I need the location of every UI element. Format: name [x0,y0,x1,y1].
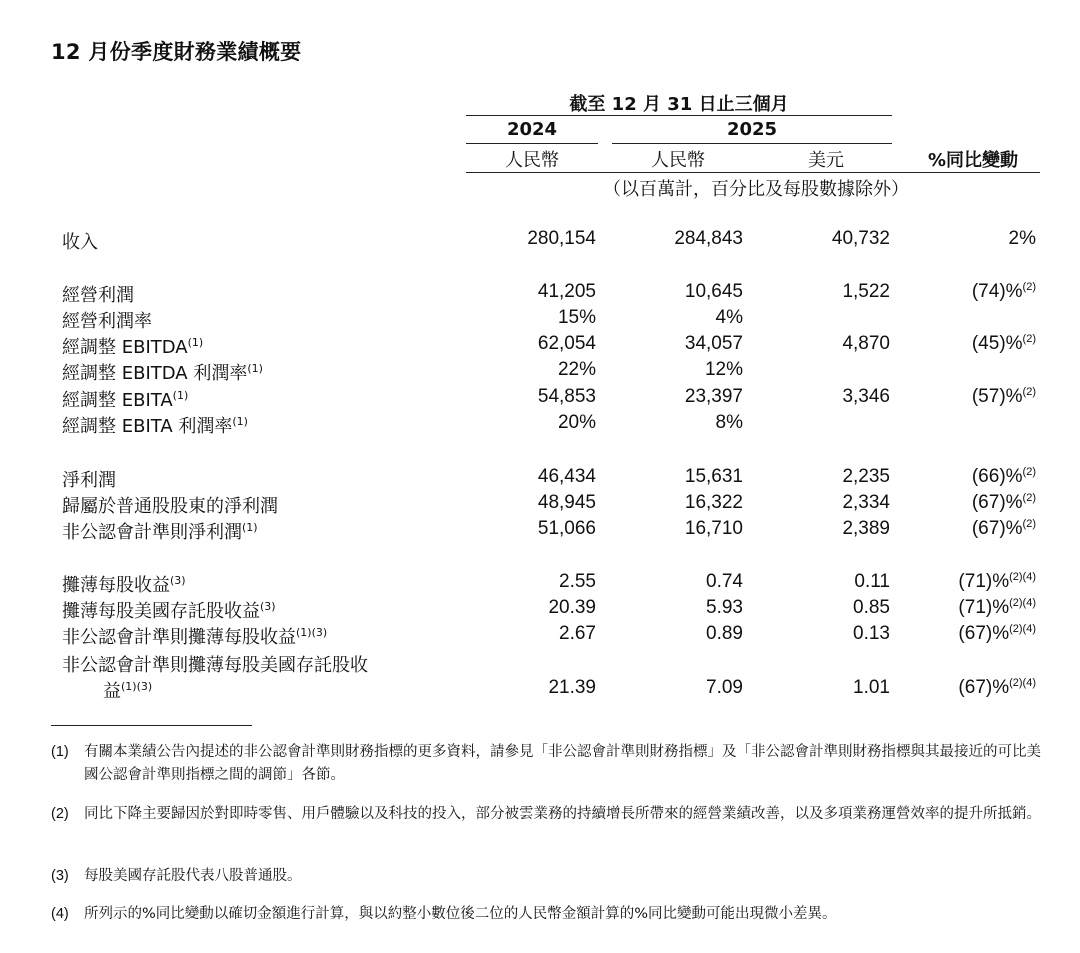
row-label [62,623,327,649]
value-2025-rmb: 16,322 [684,492,743,513]
year-2024-underline [466,143,598,144]
currency-usd-header: 美元 [808,150,844,171]
footnote-text: 所列示的%同比變動以確切金額進行計算，與以約整小數位後二位的人民幣金額計算的%同比變動可能出現微小差異。 [84,906,837,922]
footnote-text: 每股美國存託股代表八股普通股。 [84,868,302,884]
value-2025-usd: 4,870 [842,333,890,354]
table-row [0,597,1080,623]
table-row [0,518,1080,544]
value-2025-usd: 0.85 [853,597,890,618]
yoy-value: (67)% [958,677,1010,698]
row-label-text: 經調整 EBITA 利潤率 [62,416,233,437]
value-yoy-change [972,466,1036,488]
value-yoy-change [972,281,1036,303]
row-label-footnote-ref: (1)(3) [121,680,153,693]
row-label-text: 非公認會計準則攤薄每股收益 [62,627,296,648]
yoy-value: (67)% [958,623,1010,644]
year-2024-header: 2024 [506,119,558,140]
footnote-number: (2) [51,806,69,822]
table-row [0,571,1080,597]
row-label [62,359,263,385]
value-yoy-change [972,386,1036,408]
row-label [62,386,188,412]
value-2024-rmb: 51,066 [537,518,596,539]
row-label-footnote-ref: (3) [260,600,276,613]
row-label-text: 淨利潤 [62,470,116,491]
value-yoy-change [958,623,1036,645]
value-yoy-change [972,518,1036,540]
footnote [51,803,1041,826]
yoy-footnote-ref: (2) [1022,466,1036,478]
yoy-value: 2% [1008,228,1036,249]
row-label-text: 收入 [62,232,98,253]
value-2024-rmb: 48,945 [537,492,596,513]
value-2025-rmb: 284,843 [674,228,743,249]
period-header: 截至 12 月 31 日止三個月 [569,94,789,115]
value-yoy-change [958,677,1036,699]
row-label [62,518,258,544]
footnote-number: (3) [51,868,69,884]
row-label [103,677,152,703]
value-2024-rmb: 15% [557,307,596,328]
table-row [0,466,1080,492]
value-2024-rmb: 2.67 [559,623,596,644]
value-2024-rmb: 20% [557,412,596,433]
yoy-value: (71)% [958,571,1010,592]
table-row [0,333,1080,359]
table-row [0,228,1080,254]
yoy-footnote-ref: (2) [1022,518,1036,530]
value-2025-usd: 2,235 [842,466,890,487]
footnote [51,865,1041,888]
row-label-text: 益 [103,681,121,702]
table-row [0,307,1080,333]
value-2025-rmb: 4% [715,307,743,328]
row-label-footnote-ref: (1) [187,336,204,349]
yoy-value: (67)% [971,518,1023,539]
row-label [62,492,278,518]
period-underline [466,115,892,116]
value-2025-usd: 0.13 [853,623,890,644]
value-2025-usd: 1,522 [842,281,890,302]
value-2025-rmb: 7.09 [706,677,743,698]
footnote-number: (1) [51,744,69,760]
row-label-text: 經調整 EBITDA 利潤率 [62,363,248,384]
currency-rmb-2024-header: 人民幣 [505,150,559,171]
yoy-value: (66)% [971,466,1023,487]
row-label [62,228,98,254]
table-row [0,655,1080,703]
yoy-footnote-ref: (2) [1022,492,1036,504]
value-yoy-change [1009,228,1036,250]
row-label [62,571,186,597]
currency-underline [466,172,1040,173]
row-label-footnote-ref: (1)(3) [296,626,328,639]
row-label-line1: 非公認會計準則攤薄每股美國存託股收 [62,655,368,676]
value-2025-usd: 40,732 [831,228,890,249]
value-2025-rmb: 23,397 [684,386,743,407]
row-label [62,466,116,492]
value-2025-rmb: 0.74 [706,571,743,592]
row-label-footnote-ref: (1) [242,521,258,534]
value-2024-rmb: 46,434 [537,466,596,487]
row-label-text: 經營利潤 [62,285,134,306]
row-label-footnote-ref: (1) [172,389,189,402]
yoy-value: (67)% [971,492,1023,513]
table-row [0,412,1080,438]
row-label [62,281,134,307]
footnote-divider [51,725,252,726]
value-2025-rmb: 34,057 [684,333,743,354]
row-label-text: 經營利潤率 [62,311,152,332]
value-2025-usd: 2,334 [842,492,890,513]
footnote-text: 同比下降主要歸因於對即時零售、用戶體驗以及科技的投入，部分被雲業務的持續增長所帶來的經營業績改善，以及多項業務運營效率的提升所抵銷。 [84,806,1041,822]
value-2024-rmb: 20.39 [548,597,596,618]
value-2025-usd: 0.11 [854,571,890,592]
yoy-value: (74)% [971,281,1023,302]
yoy-footnote-ref: (2)(4) [1009,571,1036,583]
value-2024-rmb: 280,154 [527,228,596,249]
yoy-change-header: %同比變動 [927,150,1019,171]
value-yoy-change [958,571,1036,593]
table-row [0,492,1080,518]
value-2025-rmb: 5.93 [706,597,743,618]
yoy-value: (71)% [958,597,1010,618]
yoy-footnote-ref: (2)(4) [1009,623,1036,635]
row-label-text: 攤薄每股美國存託股收益 [62,601,260,622]
value-yoy-change [972,333,1036,355]
value-yoy-change [958,597,1036,619]
yoy-footnote-ref: (2) [1022,386,1036,398]
value-2025-usd: 3,346 [842,386,890,407]
table-row [0,623,1080,649]
footnote [51,903,1041,926]
year-2025-underline [612,143,892,144]
yoy-footnote-ref: (2)(4) [1009,677,1036,689]
value-2024-rmb: 62,054 [537,333,596,354]
value-2025-rmb: 12% [704,359,743,380]
row-label-footnote-ref: (1) [232,415,248,428]
value-2024-rmb: 41,205 [537,281,596,302]
value-2025-rmb: 8% [715,412,743,433]
footnote-number: (4) [51,906,69,922]
value-2025-rmb: 0.89 [706,623,743,644]
row-label-text: 攤薄每股收益 [62,575,170,596]
table-row [0,386,1080,412]
value-2024-rmb: 54,853 [537,386,596,407]
row-label-text: 非公認會計準則淨利潤 [62,522,242,543]
value-2024-rmb: 21.39 [548,677,596,698]
value-yoy-change [972,492,1036,514]
value-2025-rmb: 10,645 [684,281,743,302]
yoy-value: (45)% [971,333,1023,354]
currency-rmb-2025-header: 人民幣 [651,150,705,171]
row-label-footnote-ref: (3) [170,574,186,587]
row-label [62,307,152,333]
value-2024-rmb: 22% [557,359,596,380]
row-label [62,412,248,438]
row-label-footnote-ref: (1) [247,362,263,375]
units-note: （以百萬計，百分比及每股數據除外） [603,179,909,200]
yoy-value: (57)% [971,386,1023,407]
row-label-text: 歸屬於普通股股東的淨利潤 [62,496,278,517]
footnote-text: 有關本業績公告內提述的非公認會計準則財務指標的更多資料，請參見「非公認會計準則財務指標」及「非公認會計準則財務指標與其最接近的可比美國公認會計準則指標之間的調節」各節。 [84,744,1041,783]
yoy-footnote-ref: (2)(4) [1009,597,1036,609]
row-label [62,597,276,623]
year-2025-header: 2025 [726,119,778,140]
value-2025-rmb: 15,631 [684,466,743,487]
row-label-text: 經調整 EBITDA [62,337,188,358]
yoy-footnote-ref: (2) [1022,281,1036,293]
yoy-footnote-ref: (2) [1022,333,1036,345]
table-row [0,281,1080,307]
footnote [51,741,1041,787]
value-2025-usd: 1.01 [853,677,890,698]
row-label-text: 經調整 EBITA [62,390,173,411]
value-2025-rmb: 16,710 [684,518,743,539]
page-title: 12 月份季度財務業績概要 [51,40,302,64]
table-row [0,359,1080,385]
row-label [62,333,203,359]
value-2025-usd: 2,389 [842,518,890,539]
value-2024-rmb: 2.55 [559,571,596,592]
